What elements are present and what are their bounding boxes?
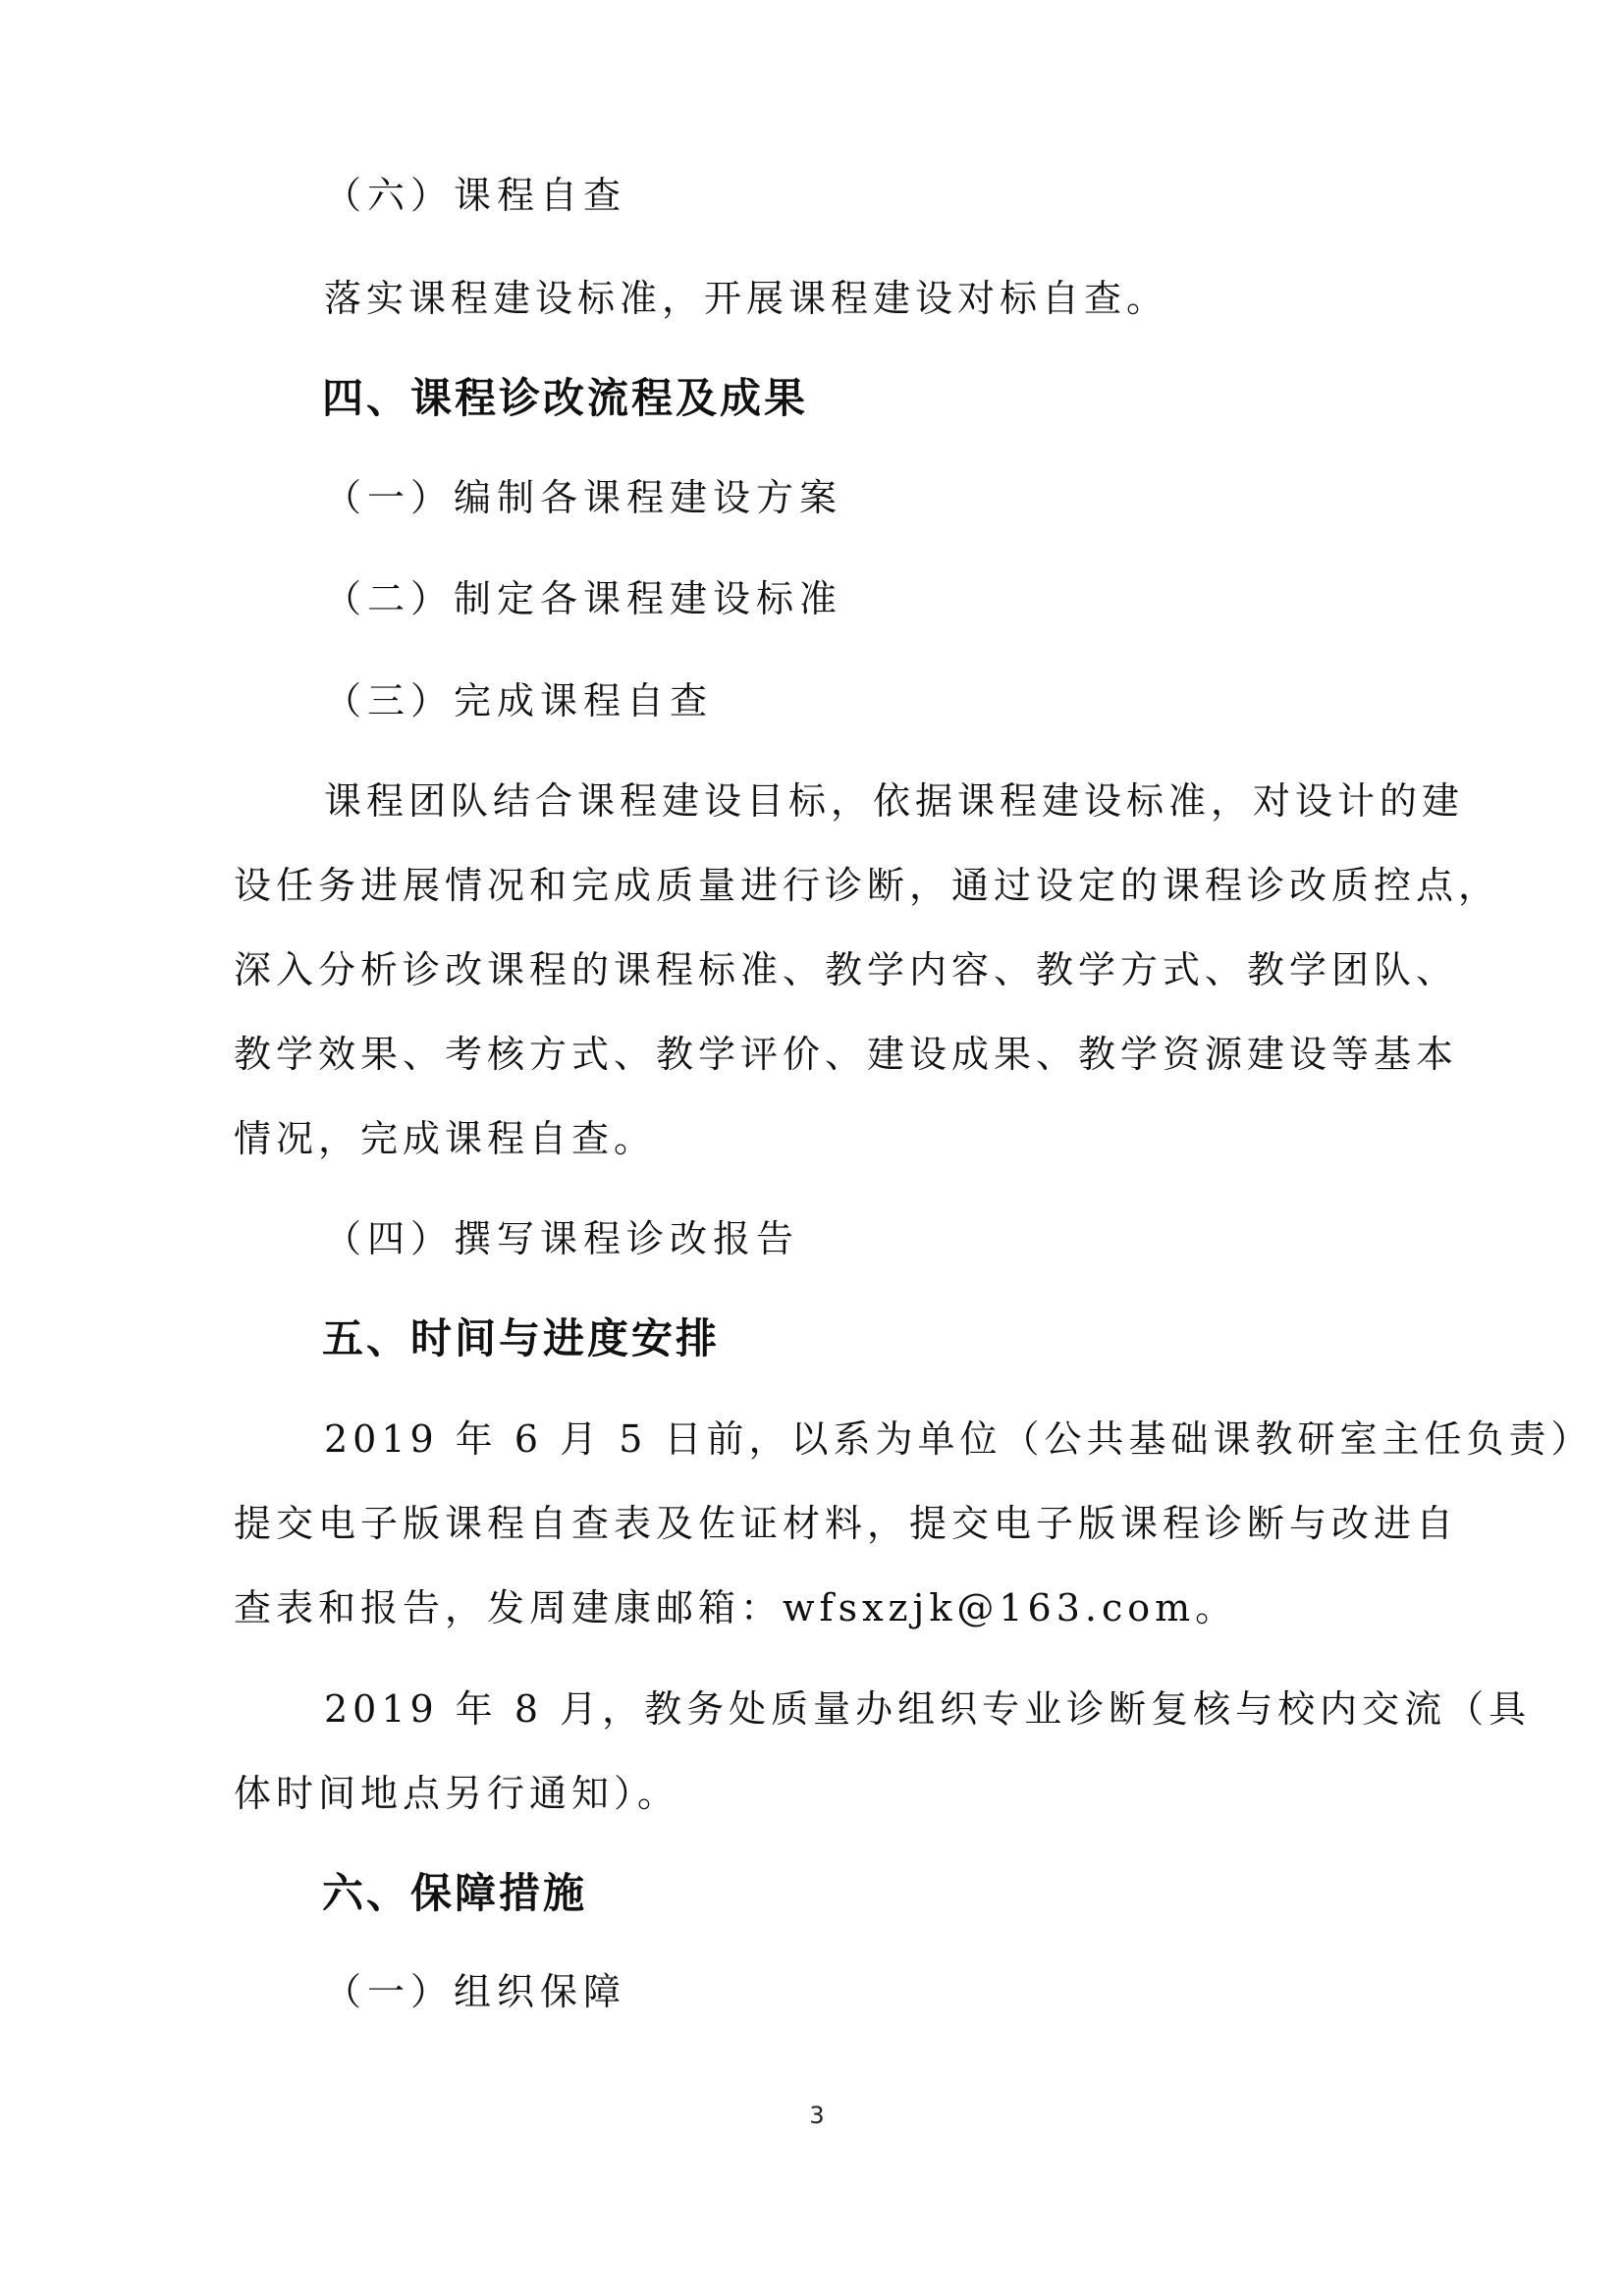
page-number: 3 [809,2102,825,2129]
body-paragraph-line: 2019 年 8 月，教务处质量办组织专业诊断复核与校内交流（具 [324,1687,1532,1731]
subsection-item: （一）编制各课程建设方案 [324,476,843,519]
body-paragraph-line: 深入分析诊改课程的课程标准、教学内容、教学方式、教学团队、 [234,948,1459,991]
subsection-item: （二）制定各课程建设标准 [324,577,843,620]
section-heading-6: 六、保障措施 [322,1869,588,1917]
body-paragraph-line: 查表和报告，发周建康邮箱：wfsxzjk@163.com。 [234,1586,1238,1629]
subsection-item: （一）组织保障 [324,1970,627,2013]
subsection-course-self-check: （六）课程自查 [324,174,627,217]
subsection-item: （四）撰写课程诊改报告 [324,1217,800,1260]
body-paragraph-line: 落实课程建设标准，开展课程建设对标自查。 [324,277,1169,320]
subsection-item: （三）完成课程自查 [324,679,714,722]
section-heading-5: 五、时间与进度安排 [322,1314,721,1362]
body-paragraph-line: 课程团队结合课程建设目标，依据课程建设标准，对设计的建 [324,779,1465,823]
body-paragraph-line: 提交电子版课程自查表及佐证材料，提交电子版课程诊断与改进自 [234,1502,1459,1545]
section-heading-4: 四、课程诊改流程及成果 [322,374,809,422]
body-paragraph-line: 体时间地点另行通知）。 [234,1772,680,1815]
body-paragraph-line: 设任务进展情况和完成质量进行诊断，通过设定的课程诊改质控点， [234,864,1501,907]
body-paragraph-line: 情况，完成课程自查。 [234,1117,657,1160]
body-paragraph-line: 2019 年 6 月 5 日前，以系为单位（公共基础课教研室主任负责） [324,1417,1594,1461]
body-paragraph-line: 教学效果、考核方式、教学评价、建设成果、教学资源建设等基本 [234,1033,1459,1076]
